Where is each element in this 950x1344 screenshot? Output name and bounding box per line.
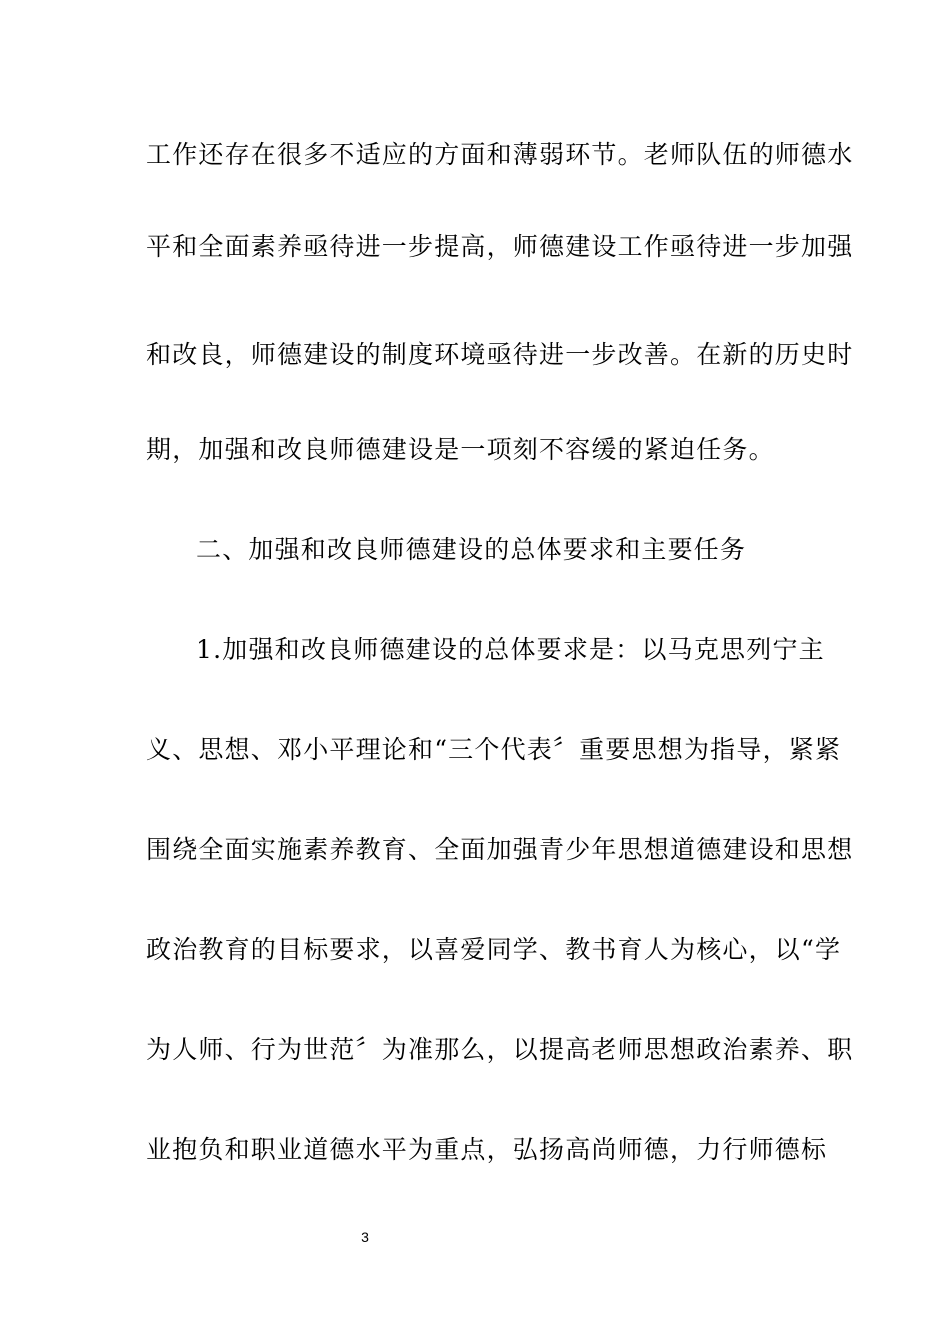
text-line: 期，加强和改良师德建设是一项刻不容缓的紧迫任务。	[146, 435, 775, 464]
text-line: 和改良，师德建设的制度环境亟待进一步改善。在新的历史时	[146, 340, 854, 369]
page-number: 3	[361, 1229, 369, 1245]
text-line: 政治教育的目标要求，以喜爱同学、教书育人为核心，以“学	[146, 935, 842, 964]
text-line: 业抱负和职业道德水平为重点，弘扬高尚师德，力行师德标	[146, 1135, 828, 1164]
text-line: 工作还存在很多不适应的方面和薄弱环节。老师队伍的师德水	[146, 140, 854, 169]
text-line: 围绕全面实施素养教育、全面加强青少年思想道德建设和思想	[146, 835, 854, 864]
text-line: 为人师、行为世范〞为准那么，以提高老师思想政治素养、职	[146, 1035, 854, 1064]
text-line: 义、思想、邓小平理论和“三个代表〞重要思想为指导，紧紧	[146, 735, 842, 764]
text-line: 平和全面素养亟待进一步提高，师德建设工作亟待进一步加强	[146, 232, 854, 261]
section-heading: 二、加强和改良师德建设的总体要求和主要任务	[196, 535, 747, 564]
text-line: 1.加强和改良师德建设的总体要求是：以马克思列宁主	[196, 635, 825, 664]
